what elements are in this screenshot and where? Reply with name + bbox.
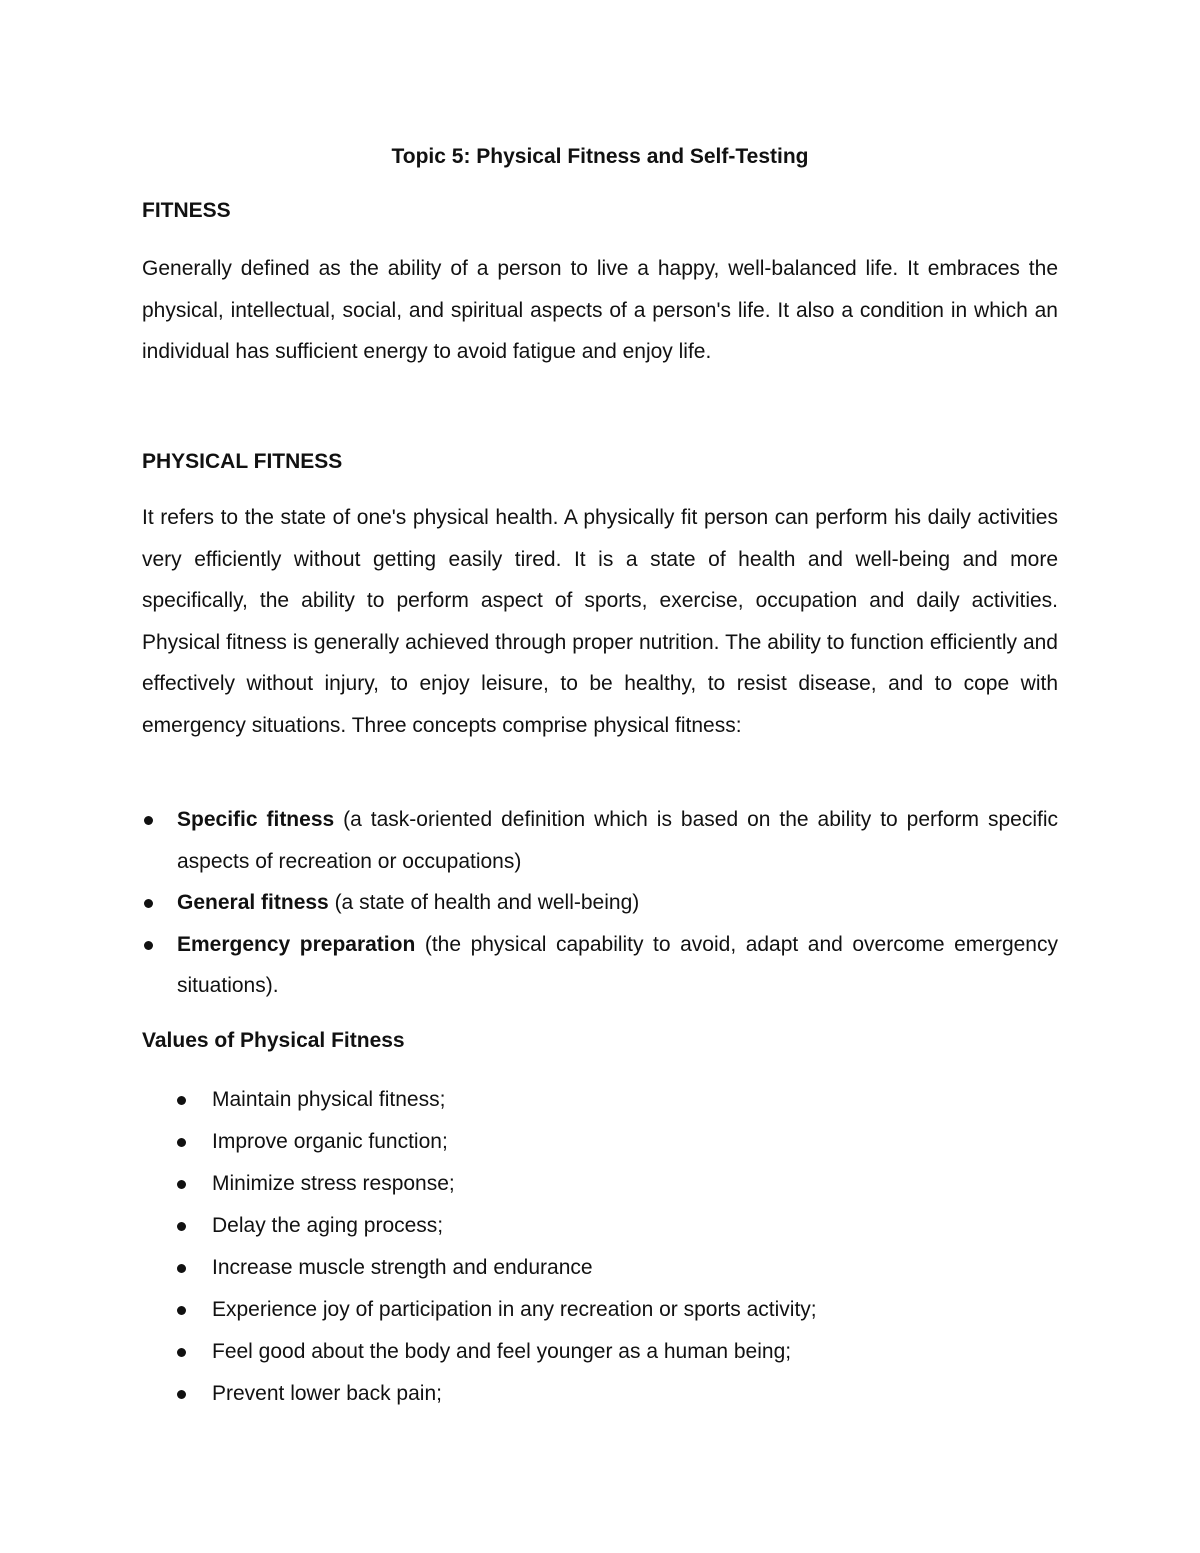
value-item-text: Increase muscle strength and endurance bbox=[212, 1256, 593, 1279]
list-item bbox=[142, 924, 1058, 1007]
bullet-icon bbox=[177, 1348, 186, 1357]
bullet-icon bbox=[177, 1264, 186, 1273]
list-item bbox=[177, 1121, 1057, 1163]
concept-description: (the physical capability to avoid, adapt and overcome emergency situations). bbox=[177, 932, 1058, 997]
concept-description: (a task-oriented definition which is based on the ability to perform specific aspects of recreation or occupations) bbox=[177, 808, 1058, 873]
value-item-text: Minimize stress response; bbox=[212, 1172, 455, 1195]
values-list bbox=[177, 1079, 1057, 1415]
fitness-heading: FITNESS bbox=[142, 199, 231, 222]
value-item-text: Prevent lower back pain; bbox=[212, 1382, 442, 1405]
physical-fitness-heading: PHYSICAL FITNESS bbox=[142, 450, 343, 473]
bullet-icon bbox=[177, 1390, 186, 1399]
bullet-icon bbox=[177, 1138, 186, 1147]
value-item-text: Improve organic function; bbox=[212, 1130, 448, 1153]
concept-term: Specific fitness bbox=[177, 808, 335, 831]
value-item-text: Feel good about the body and feel younger as a human being; bbox=[212, 1340, 792, 1363]
list-item bbox=[177, 1247, 1057, 1289]
value-item-text: Maintain physical fitness; bbox=[212, 1088, 446, 1111]
physical-fitness-paragraph: It refers to the state of one's physical health. A physically fit person can perform his daily activities very efficiently without getting easily tired. It is a state of health and well-being and more specifically, the ability to perform aspect of sports, exercise, occupation and daily activities. Physical fitness is generally achieved through proper nutrition. The ability to function efficiently and effectively without injury, to enjoy leisure, to be healthy, to resist disease, and to cope with emergency situations. Three concepts comprise physical fitness: bbox=[142, 506, 1058, 737]
bullet-icon bbox=[144, 941, 153, 950]
value-item-text: Experience joy of participation in any recreation or sports activity; bbox=[212, 1298, 817, 1321]
list-item bbox=[177, 1289, 1057, 1331]
list-item bbox=[142, 799, 1058, 882]
bullet-icon bbox=[144, 816, 153, 825]
bullet-icon bbox=[144, 899, 153, 908]
bullet-icon bbox=[177, 1306, 186, 1315]
bullet-icon bbox=[177, 1222, 186, 1231]
list-item bbox=[142, 882, 1058, 924]
fitness-concepts-list bbox=[142, 799, 1058, 1007]
concept-term: General fitness bbox=[177, 891, 329, 914]
concept-description: (a state of health and well-being) bbox=[328, 891, 640, 914]
list-item bbox=[177, 1163, 1057, 1205]
page-title: Topic 5: Physical Fitness and Self-Testing bbox=[391, 145, 809, 168]
values-heading: Values of Physical Fitness bbox=[142, 1029, 405, 1052]
list-item bbox=[177, 1079, 1057, 1121]
bullet-icon bbox=[177, 1096, 186, 1105]
bullet-icon bbox=[177, 1180, 186, 1189]
fitness-paragraph: Generally defined as the ability of a person to live a happy, well-balanced life. It embraces the physical, intellectual, social, and spiritual aspects of a person's life. It also a condition in which an individual has sufficient energy to avoid fatigue and enjoy life. bbox=[142, 257, 1058, 363]
concept-term: Emergency preparation bbox=[177, 932, 416, 956]
value-item-text: Delay the aging process; bbox=[212, 1214, 444, 1237]
list-item bbox=[177, 1205, 1057, 1247]
list-item bbox=[177, 1373, 1057, 1415]
list-item bbox=[177, 1331, 1057, 1373]
